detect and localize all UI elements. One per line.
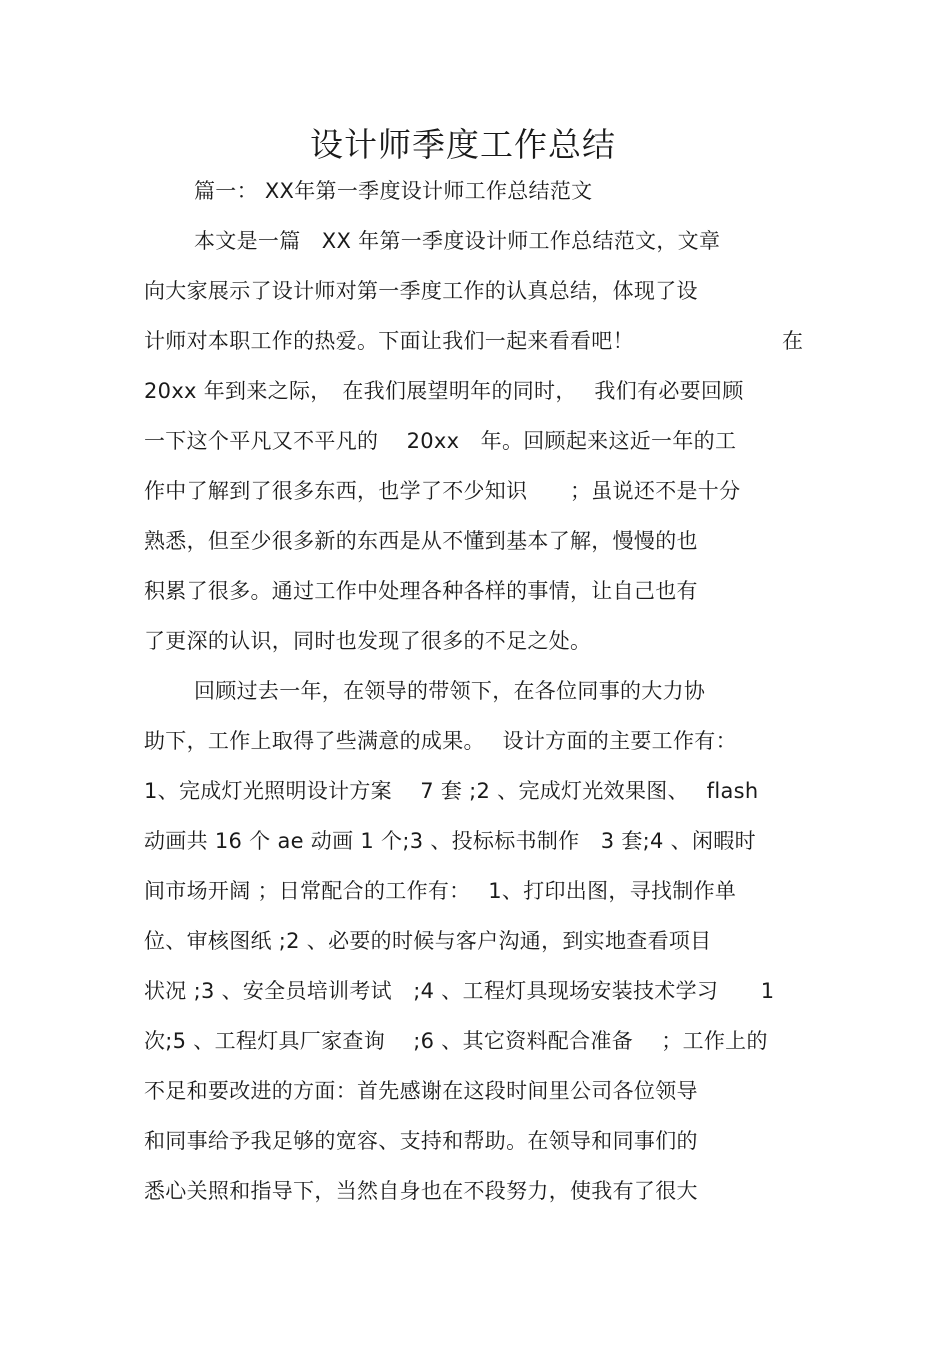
paragraph-line-fragment: 在	[782, 329, 803, 353]
paragraph-line: 悉心关照和指导下，当然自身也在不段努力，使我有了很大	[144, 1179, 698, 1203]
paragraph-line: 不足和要改进的方面：首先感谢在这段时间里公司各位领导	[144, 1079, 698, 1103]
paragraph-line: 作中了解到了很多东西，也学了不少知识 ；虽说还不是十分	[144, 479, 741, 503]
paragraph-line: 一下这个平凡又不平凡的 20xx 年。回顾起来这近一年的工	[144, 429, 737, 453]
paragraph-line: 回顾过去一年，在领导的带领下，在各位同事的大力协	[194, 679, 706, 703]
paragraph-line: 计师对本职工作的热爱。下面让我们一起来看看吧！	[144, 329, 634, 353]
paragraph-line: 状况 ;3 、安全员培训考试 ;4 、工程灯具现场安装技术学习 1	[144, 979, 775, 1003]
paragraph-line: 助下，工作上取得了些满意的成果。 设计方面的主要工作有：	[144, 729, 737, 753]
paragraph-line: 本文是一篇 XX 年第一季度设计师工作总结范文，文章	[194, 229, 721, 253]
paragraph-line: 向大家展示了设计师对第一季度工作的认真总结，体现了设	[144, 279, 698, 303]
paragraph-line: 20xx 年到来之际， 在我们展望明年的同时， 我们有必要回顾	[144, 379, 744, 403]
section-heading: 篇一： XX年第一季度设计师工作总结范文	[194, 179, 593, 203]
paragraph-line: 动画共 16 个 ae 动画 1 个;3 、投标标书制作 3 套;4 、闲暇时	[144, 829, 756, 853]
paragraph-line: 位、审核图纸 ;2 、必要的时候与客户沟通，到实地查看项目	[144, 929, 712, 953]
paragraph-line: 次;5 、工程灯具厂家查询 ;6 、其它资料配合准备 ；工作上的	[144, 1029, 768, 1053]
paragraph-line: 间市场开阔 ；日常配合的工作有： 1、打印出图，寻找制作单	[144, 879, 737, 903]
paragraph-line: 熟悉，但至少很多新的东西是从不懂到基本了解，慢慢的也	[144, 529, 698, 553]
document-title: 设计师季度工作总结	[310, 125, 616, 164]
paragraph-line: 了更深的认识，同时也发现了很多的不足之处。	[144, 629, 592, 653]
paragraph-line: 积累了很多。通过工作中处理各种各样的事情，让自己也有	[144, 579, 698, 603]
paragraph-line: 和同事给予我足够的宽容、支持和帮助。在领导和同事们的	[144, 1129, 698, 1153]
paragraph-line: 1、完成灯光照明设计方案 7 套 ;2 、完成灯光效果图、 flash	[144, 779, 759, 803]
